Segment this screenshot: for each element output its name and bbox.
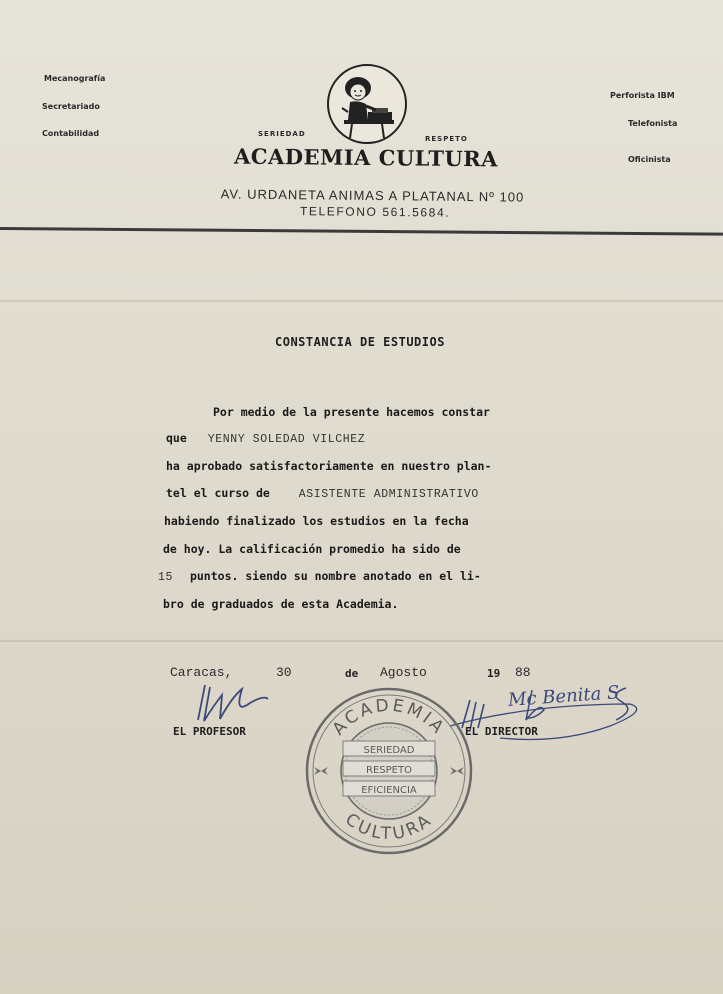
stamp-arc-top: ACADEMIA [328, 695, 450, 740]
body-line: habiendo finalizado los estudios en la fecha [164, 514, 469, 528]
service-item: Secretariado [42, 102, 100, 111]
date-month: Agosto [380, 665, 427, 680]
motto-right: RESPETO [425, 135, 468, 143]
academy-address: AV. URDANETA ANIMAS A PLATANAL Nº 100 [220, 186, 525, 205]
body-line: de hoy. La calificación promedio ha sido de [163, 542, 461, 556]
body-text: tel el curso de [166, 486, 270, 500]
body-line [166, 431, 365, 446]
academy-stamp-icon [303, 685, 475, 857]
paper-fold [0, 300, 723, 302]
academy-name: ACADEMIA CULTURA [233, 143, 499, 172]
stamp-line: RESPETO [366, 765, 412, 776]
body-line: ha aprobado satisfactoriamente en nuestro plan- [166, 459, 492, 473]
director-label: EL DIRECTOR [465, 725, 538, 738]
date-year-prefix: 19 [487, 667, 501, 680]
document-title: CONSTANCIA DE ESTUDIOS [275, 335, 445, 349]
body-line: Por medio de la presente hacemos constar [213, 405, 490, 419]
date-year-suffix: 88 [515, 665, 531, 680]
course-name: ASISTENTE ADMINISTRATIVO [298, 488, 479, 501]
stamp-arc-bottom: CULTURA [341, 809, 437, 845]
student-name: YENNY SOLEDAD VILCHEZ [207, 433, 366, 446]
header-divider [0, 227, 723, 236]
director-signature-text: Mc Benita S [507, 682, 621, 711]
stamp-line: SERIEDAD [363, 745, 415, 756]
academy-phone: TELEFONO 561.5684. [299, 204, 451, 220]
service-item: Mecanografía [44, 74, 106, 83]
stamp-line: EFICIENCIA [361, 785, 417, 796]
body-text: que [166, 431, 187, 445]
date-city: Caracas, [170, 665, 233, 680]
date-day: 30 [276, 665, 292, 680]
service-item: Contabilidad [42, 129, 100, 138]
service-item: Perforista IBM [610, 91, 675, 100]
body-line [166, 486, 479, 501]
professor-label: EL PROFESOR [173, 725, 246, 738]
service-item: Oficinista [628, 155, 671, 164]
service-item: Telefonista [628, 119, 678, 128]
body-line: bro de graduados de esta Academia. [163, 597, 399, 611]
grade-value: 15 [158, 571, 174, 584]
motto-left: SERIEDAD [258, 130, 306, 138]
secretary-logo-icon [322, 62, 412, 146]
body-line [158, 569, 481, 584]
date-connector: de [345, 667, 359, 680]
paper-fold [0, 640, 723, 642]
body-text: puntos. siendo su nombre anotado en el li- [189, 569, 481, 583]
